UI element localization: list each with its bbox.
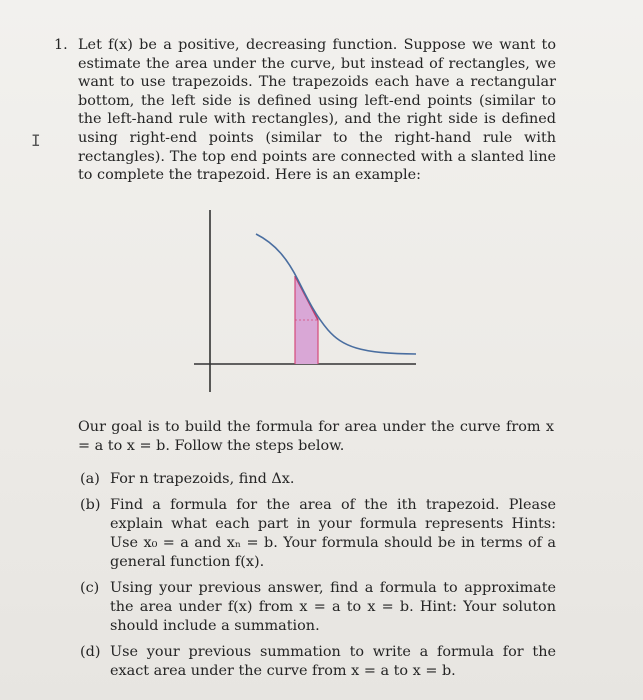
part-text: For n trapezoids, find Δx. [110,471,295,487]
intro-paragraph: Let f(x) be a positive, decreasing function. Suppose we want to estimate the area under the curve, but instead of rectangles, we want to use trapezoids. The trapezoids each have a rectangular bottom, the left side is defined using left-end points (similar to the left-hand rule with rectangles), and the right side is defined using right-end points (similar to the right-hand rule with rectangles). The top end points are connected with a slanted line to complete the trapezoid. Here is an example: [78,37,556,184]
trapezoid-example-figure [190,208,420,394]
parts-list [80,470,556,688]
part-b [80,496,556,572]
part-label: (c) [80,580,100,596]
part-label: (b) [80,497,101,513]
part-text: Using your previous answer, find a formula to approximate the area under f(x) from x = a to x = b. Hint: Your soluton should include a summation. [110,580,556,634]
text-cursor-icon: I [31,131,41,150]
part-label: (a) [80,471,100,487]
part-label: (d) [80,644,101,660]
function-curve [256,234,416,354]
part-c [80,579,556,636]
part-text: Use your previous summation to write a formula for the exact area under the curve from x = a to x = b. [110,644,556,679]
example-trapezoid [295,276,318,364]
goal-paragraph: Our goal is to build the formula for area under the curve from x = a to x = b. Follow the steps below. [78,419,554,454]
problem-number: 1. [54,37,68,53]
part-a [80,470,556,489]
part-d [80,643,556,681]
problem-intro [54,36,556,185]
part-text: Find a formula for the area of the ith trapezoid. Please explain what each part in your formula represents Hints: Use x₀ = a and xₙ = b. Your formula should be in terms of a general function f(x). [110,497,556,570]
